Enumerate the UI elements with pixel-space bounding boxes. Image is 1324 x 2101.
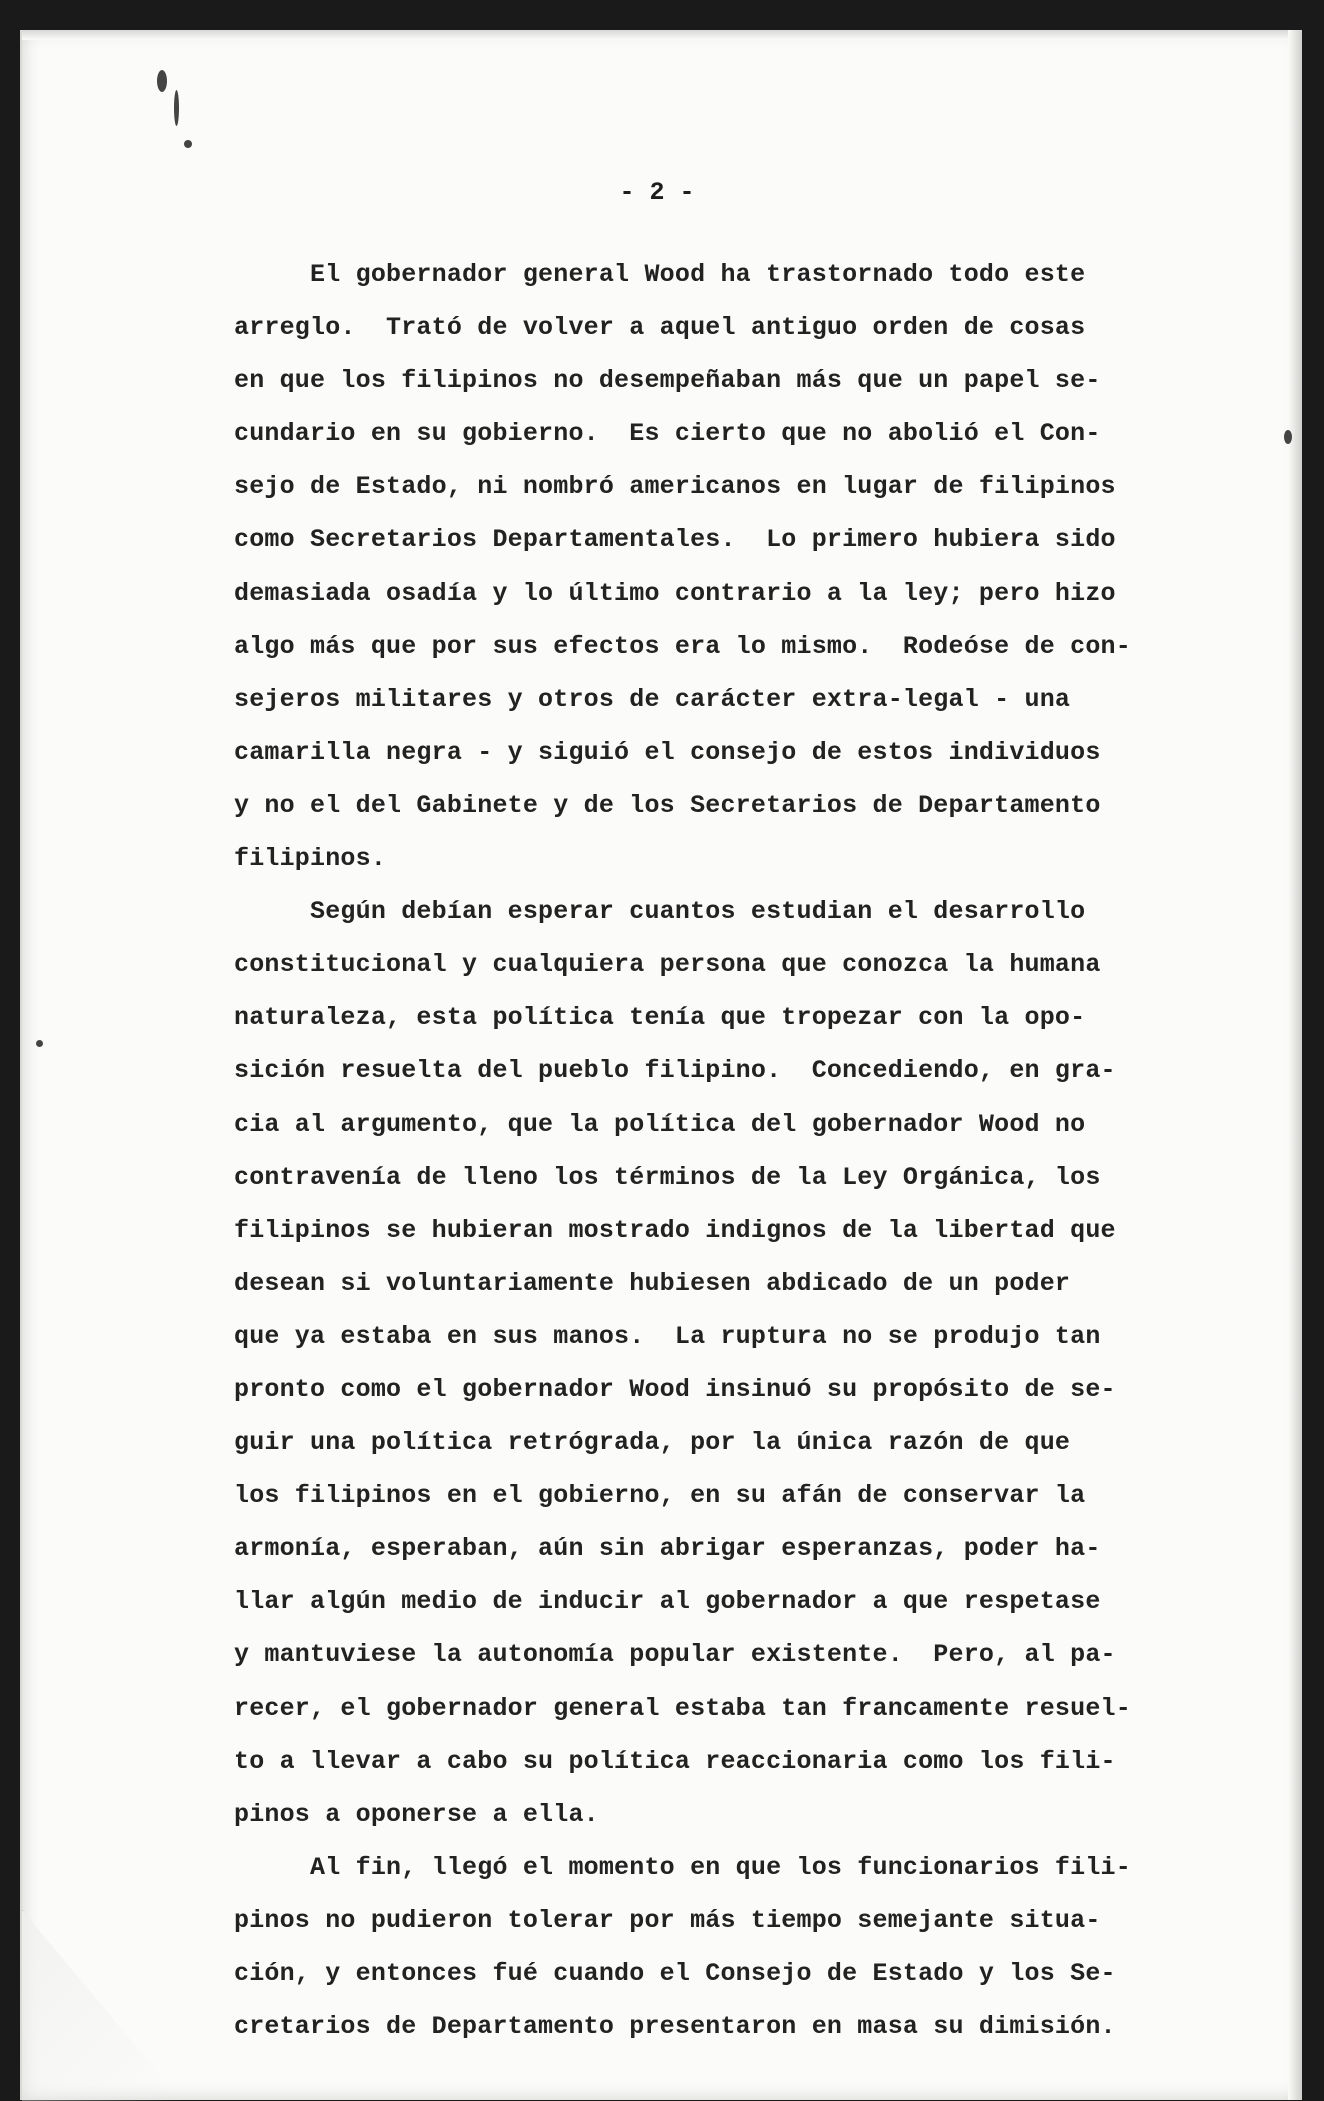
- text-line: cia al argumento, que la política del gobernador Wood no: [234, 1109, 1086, 1139]
- text-line: pinos no pudieron tolerar por más tiempo semejante situa-: [234, 1905, 1101, 1935]
- text-line: desean si voluntariamente hubiesen abdicado de un poder: [234, 1268, 1071, 1298]
- folded-corner: [22, 1910, 182, 2101]
- ink-mark: [36, 1040, 43, 1047]
- text-line: sición resuelta del pueblo filipino. Concediendo, en gra-: [234, 1056, 1116, 1086]
- text-line: algo más que por sus efectos era lo mismo. Rodeóse de con-: [234, 631, 1131, 661]
- text-line: Según debían esperar cuantos estudian el desarrollo: [234, 897, 1086, 927]
- text-line: cundario en su gobierno. Es cierto que no abolió el Con-: [234, 419, 1101, 449]
- text-line: El gobernador general Wood ha trastornado todo este: [234, 260, 1086, 289]
- text-line: contravenía de lleno los términos de la Ley Orgánica, los: [234, 1162, 1101, 1192]
- page-right-edge: [1288, 30, 1302, 2100]
- text-line: pronto como el gobernador Wood insinuó su propósito de se-: [234, 1374, 1116, 1404]
- text-line: to a llevar a cabo su política reaccionaria como los fili-: [234, 1746, 1116, 1776]
- text-line: filipinos se hubieran mostrado indignos de la libertad que: [234, 1215, 1116, 1245]
- text-line: armonía, esperaban, aún sin abrigar esperanzas, poder ha-: [234, 1534, 1101, 1564]
- text-line: recer, el gobernador general estaba tan francamente resuel-: [234, 1693, 1131, 1723]
- text-line: cretarios de Departamento presentaron en masa su dimisión.: [234, 2012, 1116, 2042]
- text-line: los filipinos en el gobierno, en su afán de conservar la: [234, 1481, 1086, 1511]
- text-line: Al fin, llegó el momento en que los funcionarios fili-: [234, 1852, 1131, 1882]
- text-line: pinos a oponerse a ella.: [234, 1799, 599, 1829]
- ink-mark: [184, 140, 192, 148]
- ink-mark: [157, 70, 167, 92]
- page-top-edge: [22, 30, 1302, 40]
- text-line: arreglo. Trató de volver a aquel antiguo orden de cosas: [234, 313, 1086, 343]
- text-line: que ya estaba en sus manos. La ruptura no se produjo tan: [234, 1321, 1101, 1351]
- text-line: como Secretarios Departamentales. Lo primero hubiera sido: [234, 525, 1116, 555]
- text-line: constitucional y cualquiera persona que conozca la humana: [234, 950, 1101, 980]
- ink-mark: [1284, 430, 1292, 444]
- ink-mark: [174, 90, 179, 126]
- text-line: y mantuviese la autonomía popular existente. Pero, al pa-: [234, 1640, 1116, 1670]
- text-line: sejo de Estado, ni nombró americanos en lugar de filipinos: [234, 472, 1116, 502]
- text-line: demasiada osadía y lo último contrario a la ley; pero hizo: [234, 578, 1116, 608]
- text-line: ción, y entonces fué cuando el Consejo de Estado y los Se-: [234, 1959, 1116, 1988]
- text-line: naturaleza, esta política tenía que tropezar con la opo-: [234, 1003, 1086, 1033]
- text-line: llar algún medio de inducir al gobernador a que respetase: [234, 1587, 1101, 1617]
- text-line: y no el del Gabinete y de los Secretarios de Departamento: [234, 790, 1101, 820]
- text-line: filipinos.: [234, 844, 387, 874]
- text-line: guir una política retrógrada, por la única razón de que: [234, 1428, 1071, 1458]
- body-text: [234, 248, 1194, 2053]
- document-page: [20, 30, 1302, 2100]
- text-line: en que los filipinos no desempeñaban más que un papel se-: [234, 366, 1101, 396]
- text-line: sejeros militares y otros de carácter extra-legal - una: [234, 684, 1071, 714]
- text-line: camarilla negra - y siguió el consejo de estos individuos: [234, 737, 1101, 767]
- page-number: - 2 -: [619, 178, 695, 207]
